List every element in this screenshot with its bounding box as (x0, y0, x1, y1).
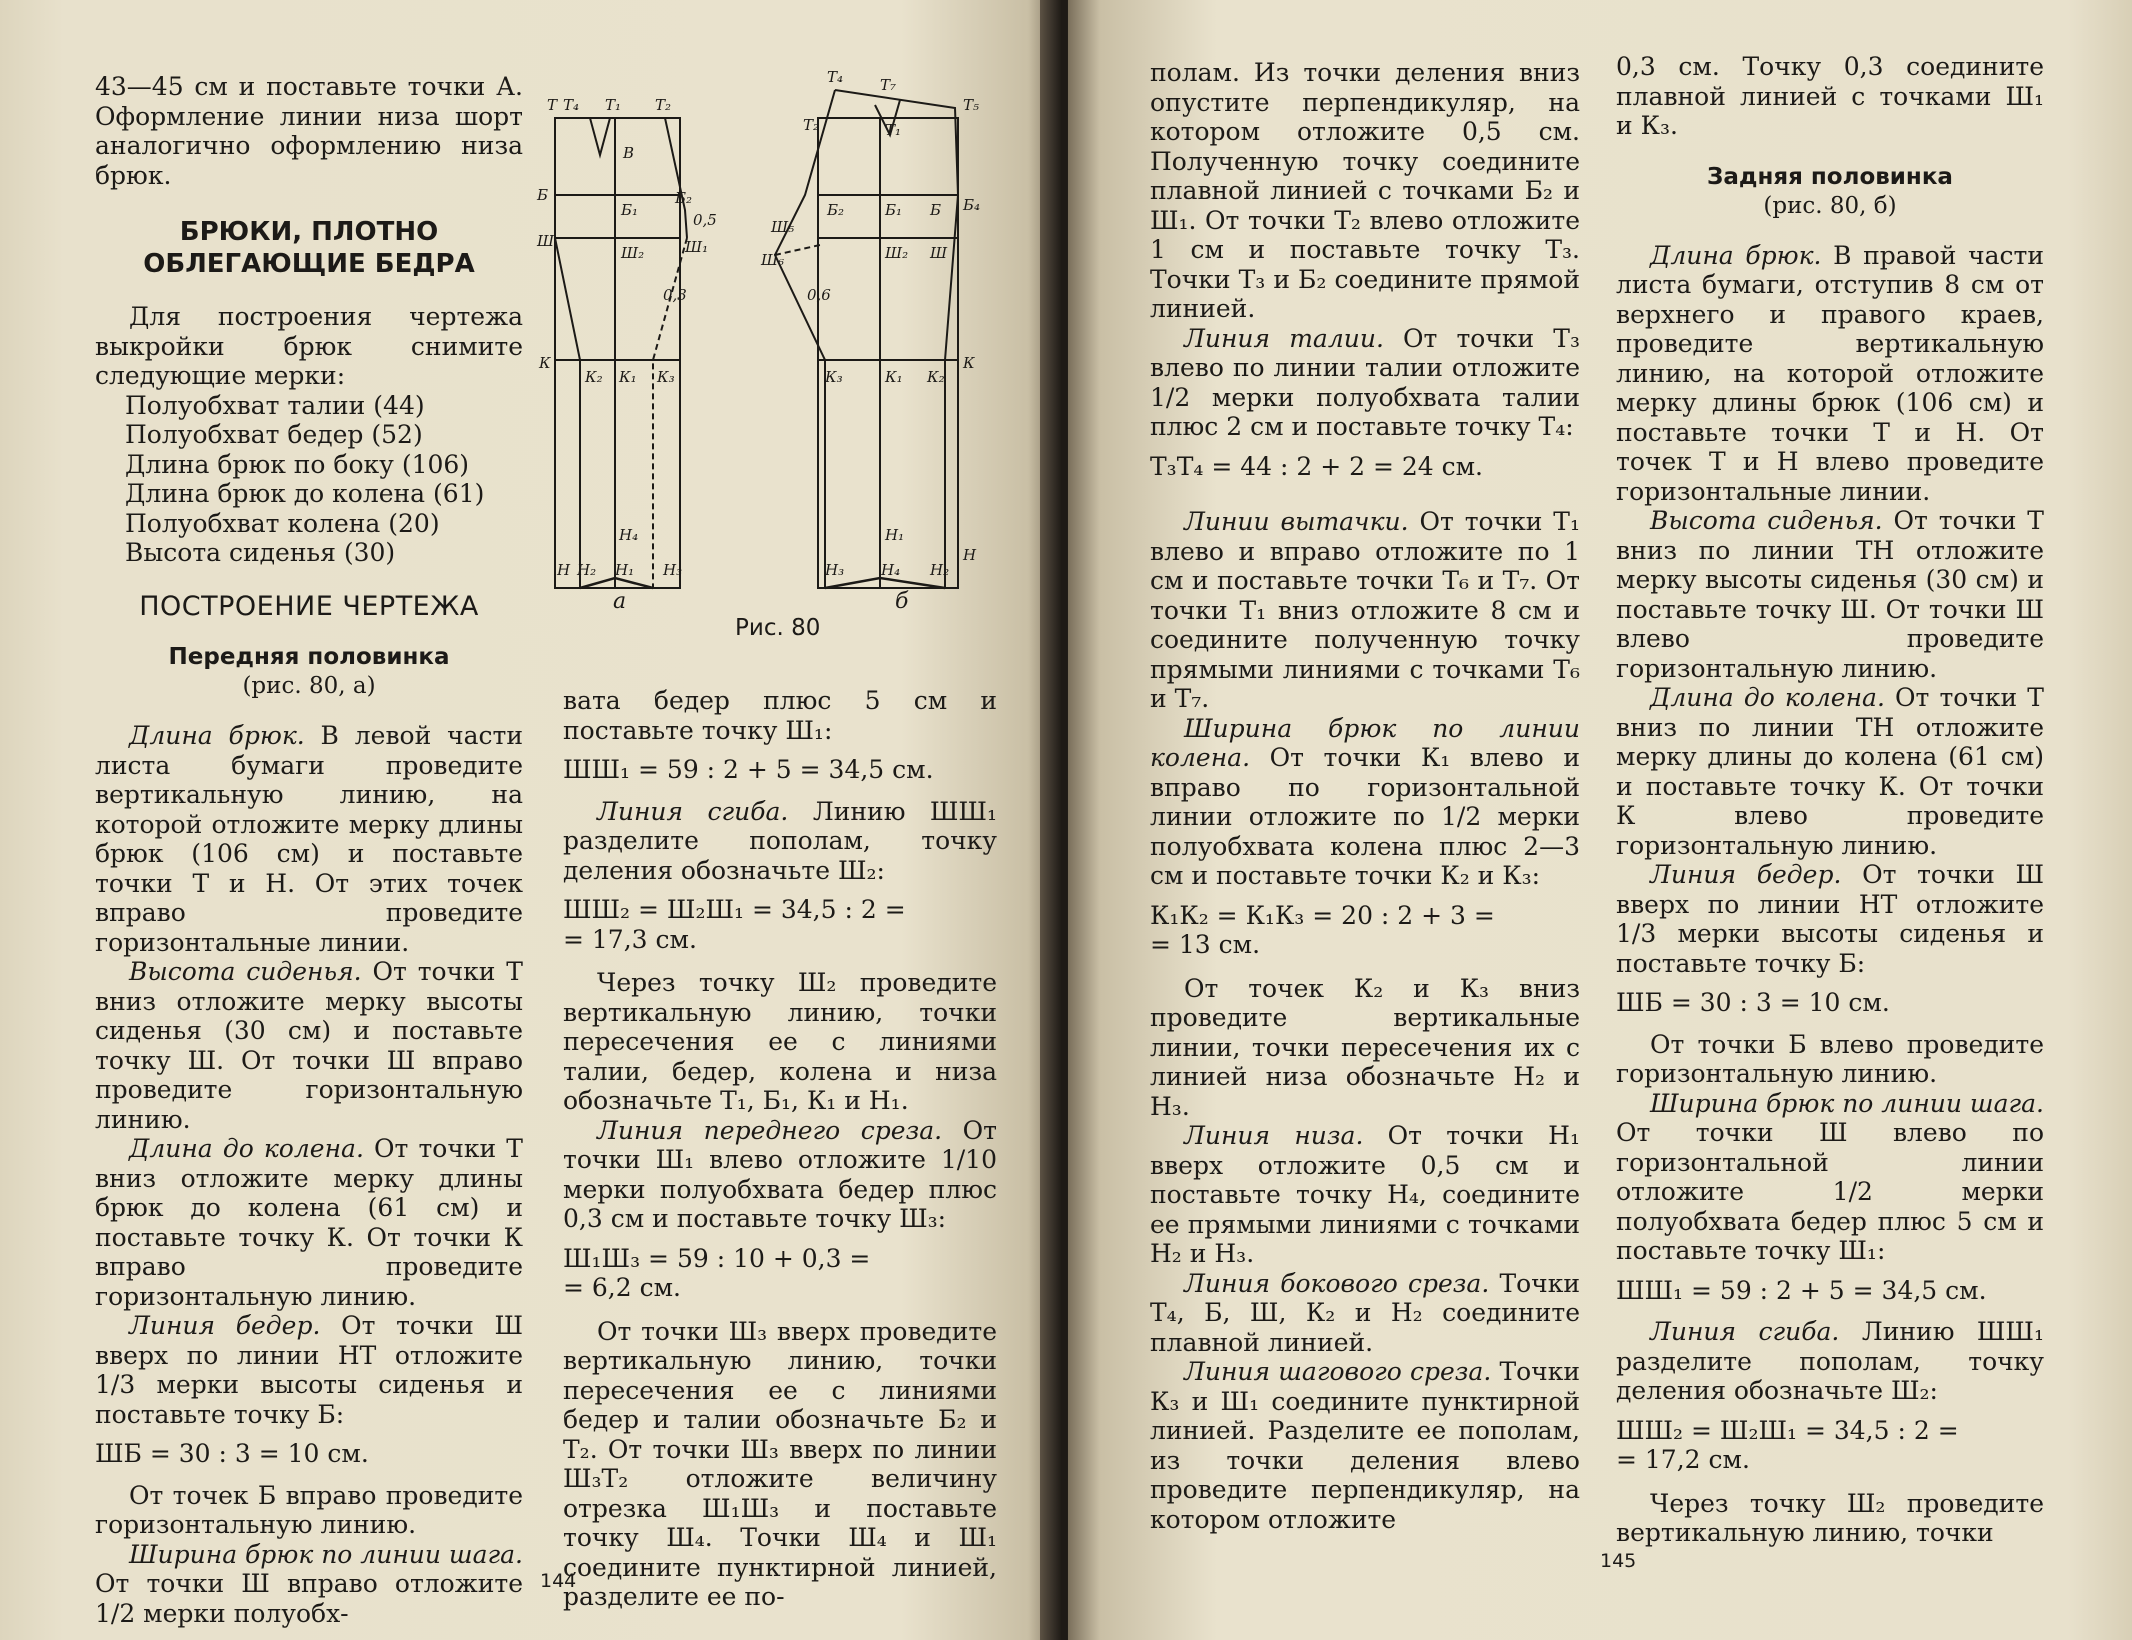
spacer (563, 1303, 997, 1317)
fig-label: 0,6 (807, 286, 831, 304)
fig-label: К₃ (825, 368, 843, 386)
measure-item: Длина брюк по боку (106) (125, 449, 470, 479)
left-col-2 (563, 686, 997, 1612)
fig-sub-a: а (613, 589, 627, 614)
figure-caption: Рис. 80 (735, 615, 821, 641)
paragraph: Линия шагового среза. Точки К₃ и Ш₁ соедините пунктирной линией. Разделите ее пополам, из точки деления влево проведите перпендикуляр, на котором отложите (1150, 1357, 1580, 1534)
page-number-right: 145 (1600, 1550, 1637, 1572)
fig-label: К₂ (585, 368, 603, 386)
measure-item: Высота сиденья (30) (125, 538, 396, 567)
fig-label: К₁ (619, 368, 637, 386)
fig-label: Н₁ (615, 561, 635, 579)
paragraph: Линия сгиба. Линию ШШ₁ разделите пополам, точку деления обозначьте Ш₂: (1616, 1317, 2044, 1405)
fig-label: Ш₂ (885, 244, 909, 262)
fig-label: Н₃ (825, 561, 845, 579)
fig-label: К (539, 354, 551, 372)
fig-sub-b: б (895, 589, 909, 614)
fig-label: Н (557, 561, 571, 579)
formula: ШШ₁ = 59 : 2 + 5 = 34,5 см. (563, 755, 934, 784)
paragraph: От точки Ш₃ вверх проведите вертикальную линию, точки пересечения ее с линиями бедер и талии обозначьте Б₂ и Т₂. От точки Ш₃ вверх по линии Ш₃Т₂ отложите величину отрезка Ш₁Ш₃ и поставьте точку Ш₄. Точки Ш₄ и Ш₁ соедините пунктирной линией, разделите ее по- (563, 1316, 997, 1611)
fig-label: Т₄ (827, 68, 844, 86)
build-title: ПОСТРОЕНИЕ ЧЕРТЕЖА (139, 590, 479, 622)
paragraph: Линия сгиба. Линию ШШ₁ разделите пополам, точку деления обозначьте Ш₂: (563, 796, 997, 885)
fig-label: Ш₆ (761, 251, 785, 269)
fig-label: Ш (537, 232, 555, 250)
paragraph: полам. Из точки деления вниз опустите перпендикуляр, на котором отложите 0,5 см. Полученную точку соедините плавной линией с точками Б₂ и Ш₁. От точки Т₂ влево отложите 1 см и поставьте точку Т₃. Точки Т₃ и Б₂ соедините прямой линией. (1150, 58, 1580, 323)
fig-label: Ш₅ (771, 218, 795, 236)
paragraph: Линии вытачки. От точки Т₁ влево и вправо отложите по 1 см и поставьте точки Т₆ и Т₇. От точки Т₁ вниз отложите 8 см и соедините полученную точку прямыми линиями с точками Т₆ и Т₇. (1150, 507, 1581, 713)
paragraph: Ширина брюк по линии шага. От точки Ш влево по горизонтальной линии отложите 1/2 мерки полуобхвата бедер плюс 5 см и поставьте точку Ш₁: (1616, 1088, 2045, 1265)
fig-label: Т₅ (963, 96, 980, 114)
formula: К₁К₂ = К₁К₃ = 20 : 2 + 3 = = 13 см. (1150, 900, 1495, 959)
fig-label: 0,5 (693, 211, 717, 229)
formula: ШШ₂ = Ш₂Ш₁ = 34,5 : 2 = = 17,2 см. (1616, 1415, 1959, 1474)
measure-item: Полуобхват бедер (52) (125, 420, 423, 449)
measure-item: Полуобхват колена (20) (125, 508, 440, 538)
fig-label: Б₂ (675, 189, 693, 207)
paragraph: От точек К₂ и К₃ вниз проведите вертикальные линии, точки пересечения их с линией низа обозначьте Н₂ и Н₃. (1150, 973, 1580, 1121)
paragraph: Высота сиденья. От точки Т вниз отложите мерку высоты сиденья (30 см) и поставьте точку Ш. От точки Ш вправо проведите горизонтальную линию. (95, 957, 523, 1134)
spacer (1150, 493, 1580, 507)
paragraph: Линия переднего среза. От точки Ш₁ влево отложите 1/10 мерки полуобхвата бедер плюс 0,3 см и поставьте точку Ш₃: (563, 1115, 997, 1233)
fig-label: В (623, 144, 635, 162)
paragraph: Длина до колена. От точки Т вниз отложите мерку длины брюк до колена (61 см) и поставьте точку К. От точки К вправо проведите горизонтальную линию. (95, 1134, 523, 1311)
fig-label: Н₄ (619, 526, 639, 544)
fig-label: Н₂ (577, 561, 597, 579)
formula: Ш₁Ш₃ = 59 : 10 + 0,3 = = 6,2 см. (563, 1243, 871, 1302)
intro-text: 43—45 см и поставьте точки А. Оформление линии низа шорт аналогично оформлению низа брюк. (95, 72, 523, 190)
fig-label: Б₁ (885, 201, 903, 219)
fig-label: Ш (930, 244, 948, 262)
right-col-1 (1150, 58, 1580, 1534)
paragraph: Длина брюк. В правой части листа бумаги, отступив 8 см от верхнего и правого краев, проведите вертикальную линию, на которой отложите мерку длины брюк (106 см) и поставьте точки Т и Н. От точек Т и Н влево проведите горизонтальные линии. (1616, 240, 2044, 506)
fig-label: К₂ (927, 368, 945, 386)
spacer (1150, 960, 1580, 974)
spacer (1616, 1475, 2044, 1489)
fig-label: Т (547, 96, 558, 114)
fig-label: Т₇ (880, 76, 897, 94)
fig-label: Б₄ (963, 196, 981, 214)
paragraph: Ширина брюк по линии шага. От точки Ш вправо отложите 1/2 мерки полуобх- (95, 1539, 524, 1628)
fig-label: Н₃ (663, 561, 683, 579)
fig-label: Н₂ (930, 561, 950, 579)
formula: ШБ = 30 : 3 = 10 см. (95, 1439, 369, 1468)
measure-item: Длина брюк до колена (61) (125, 479, 485, 508)
measure-item: Полуобхват талии (44) (125, 390, 425, 420)
left-col-1 (95, 72, 523, 1628)
formula: ШШ₁ = 59 : 2 + 5 = 34,5 см. (1616, 1275, 1987, 1305)
paragraph: От точки Б влево проведите горизонтальную линию. (1616, 1029, 2044, 1088)
measures-intro: Для построения чертежа выкройки брюк снимите следующие мерки: (95, 302, 523, 390)
fig-label: Б₁ (621, 201, 639, 219)
fig-label: Н₄ (881, 561, 901, 579)
back-half-title: Задняя половинка (рис. 80, б) (1707, 163, 1953, 219)
fig-label: Б (537, 186, 549, 204)
paragraph: Линия низа. От точки Н₁ вверх отложите 0,5 см и поставьте точку Н₄, соедините ее прямыми линиями с точками Н₂ и Н₃. (1150, 1121, 1580, 1268)
paragraph: 0,3 см. Точку 0,3 соедините плавной линией с точками Ш₁ и К₃. (1616, 52, 2044, 140)
paragraph: вата бедер плюс 5 см и поставьте точку Ш₁: (563, 686, 997, 745)
paragraph: Ширина брюк по линии колена. От точки К₁ влево и вправо по горизонтальной линии отложите по 1/2 мерки полуобхвата колена плюс 2—3 см и поставьте точки К₂ и К₃: (1150, 713, 1580, 890)
section-title: БРЮКИ, ПЛОТНО ОБЛЕГАЮЩИЕ БЕДРА (143, 217, 475, 279)
paragraph: Линия бедер. От точки Ш вверх по линии НТ отложите 1/3 мерки высоты сиденья и поставьте точку Б: (95, 1311, 523, 1429)
fig-label: К (963, 354, 975, 372)
fig-label: Т₁ (605, 96, 622, 114)
formula: Т₃Т₄ = 44 : 2 + 2 = 24 см. (1150, 451, 1484, 481)
paragraph: От точек Б вправо проведите горизонтальную линию. (95, 1480, 523, 1539)
paragraph: Линия талии. От точки Т₃ влево по линии талии отложите 1/2 мерки полуобхвата талии плюс 2 см и поставьте точку Т₄: (1150, 323, 1580, 441)
right-col-2 (1616, 52, 2044, 1548)
fig-label: Б (930, 201, 942, 219)
fig-label: Т₁ (885, 121, 902, 139)
left-page (0, 0, 1060, 1640)
formula: ШБ = 30 : 3 = 10 см. (1616, 988, 1890, 1017)
page-number-left: 144 (540, 1570, 577, 1592)
fig-label: Т₄ (563, 96, 580, 114)
fig-label: Т₂ (803, 116, 820, 134)
fig-label: Н (963, 546, 977, 564)
measures-list (95, 391, 523, 568)
paragraph: Длина до колена. От точки Т вниз по линии ТН отложите мерку длины до колена (61 см) и поставьте точку К. От точки К влево проведите горизонтальную линию. (1616, 683, 2044, 860)
paragraph: Через точку Ш₂ проведите вертикальную линию, точки пересечения ее с линиями талии, бедер, колена и низа обозначьте Т₁, Б₁, К₁ и Н₁. (563, 968, 997, 1115)
fig-label: К₁ (885, 368, 903, 386)
paragraph: Длина брюк. В левой части листа бумаги проведите вертикальную линию, на которой отложите мерку длины брюк (106 см) и поставьте точки Т и Н. От этих точек вправо проведите горизонтальные линии. (95, 721, 524, 957)
pattern-figure (535, 60, 995, 615)
fig-label: Т₂ (655, 96, 672, 114)
paragraph: Через точку Ш₂ проведите вертикальную линию, точки (1616, 1488, 2044, 1547)
paragraph: Линия бокового среза. Точки Т₄, Б, Ш, К₂ и Н₂ соедините плавной линией. (1150, 1268, 1580, 1357)
fig-label: К₃ (657, 368, 675, 386)
fig-label: Ш₁ (685, 238, 709, 256)
right-page (1068, 0, 2132, 1640)
fig-label: 0,3 (663, 286, 687, 304)
fig-label: Ш₂ (621, 244, 645, 262)
paragraph: Линия бедер. От точки Ш вверх по линии НТ отложите 1/3 мерки высоты сиденья и поставьте точку Б: (1616, 860, 2044, 978)
front-half-title: Передняя половинка (рис. 80, а) (168, 644, 450, 699)
fig-label: Б₂ (827, 201, 845, 219)
formula: ШШ₂ = Ш₂Ш₁ = 34,5 : 2 = = 17,3 см. (563, 895, 906, 954)
paragraph: Высота сиденья. От точки Т вниз по линии ТН отложите мерку высоты сиденья (30 см) и поставьте точку Ш. От точки Ш влево проведите горизонтальную линию. (1616, 506, 2044, 683)
fig-label: Н₁ (885, 526, 905, 544)
spacer (563, 954, 997, 968)
